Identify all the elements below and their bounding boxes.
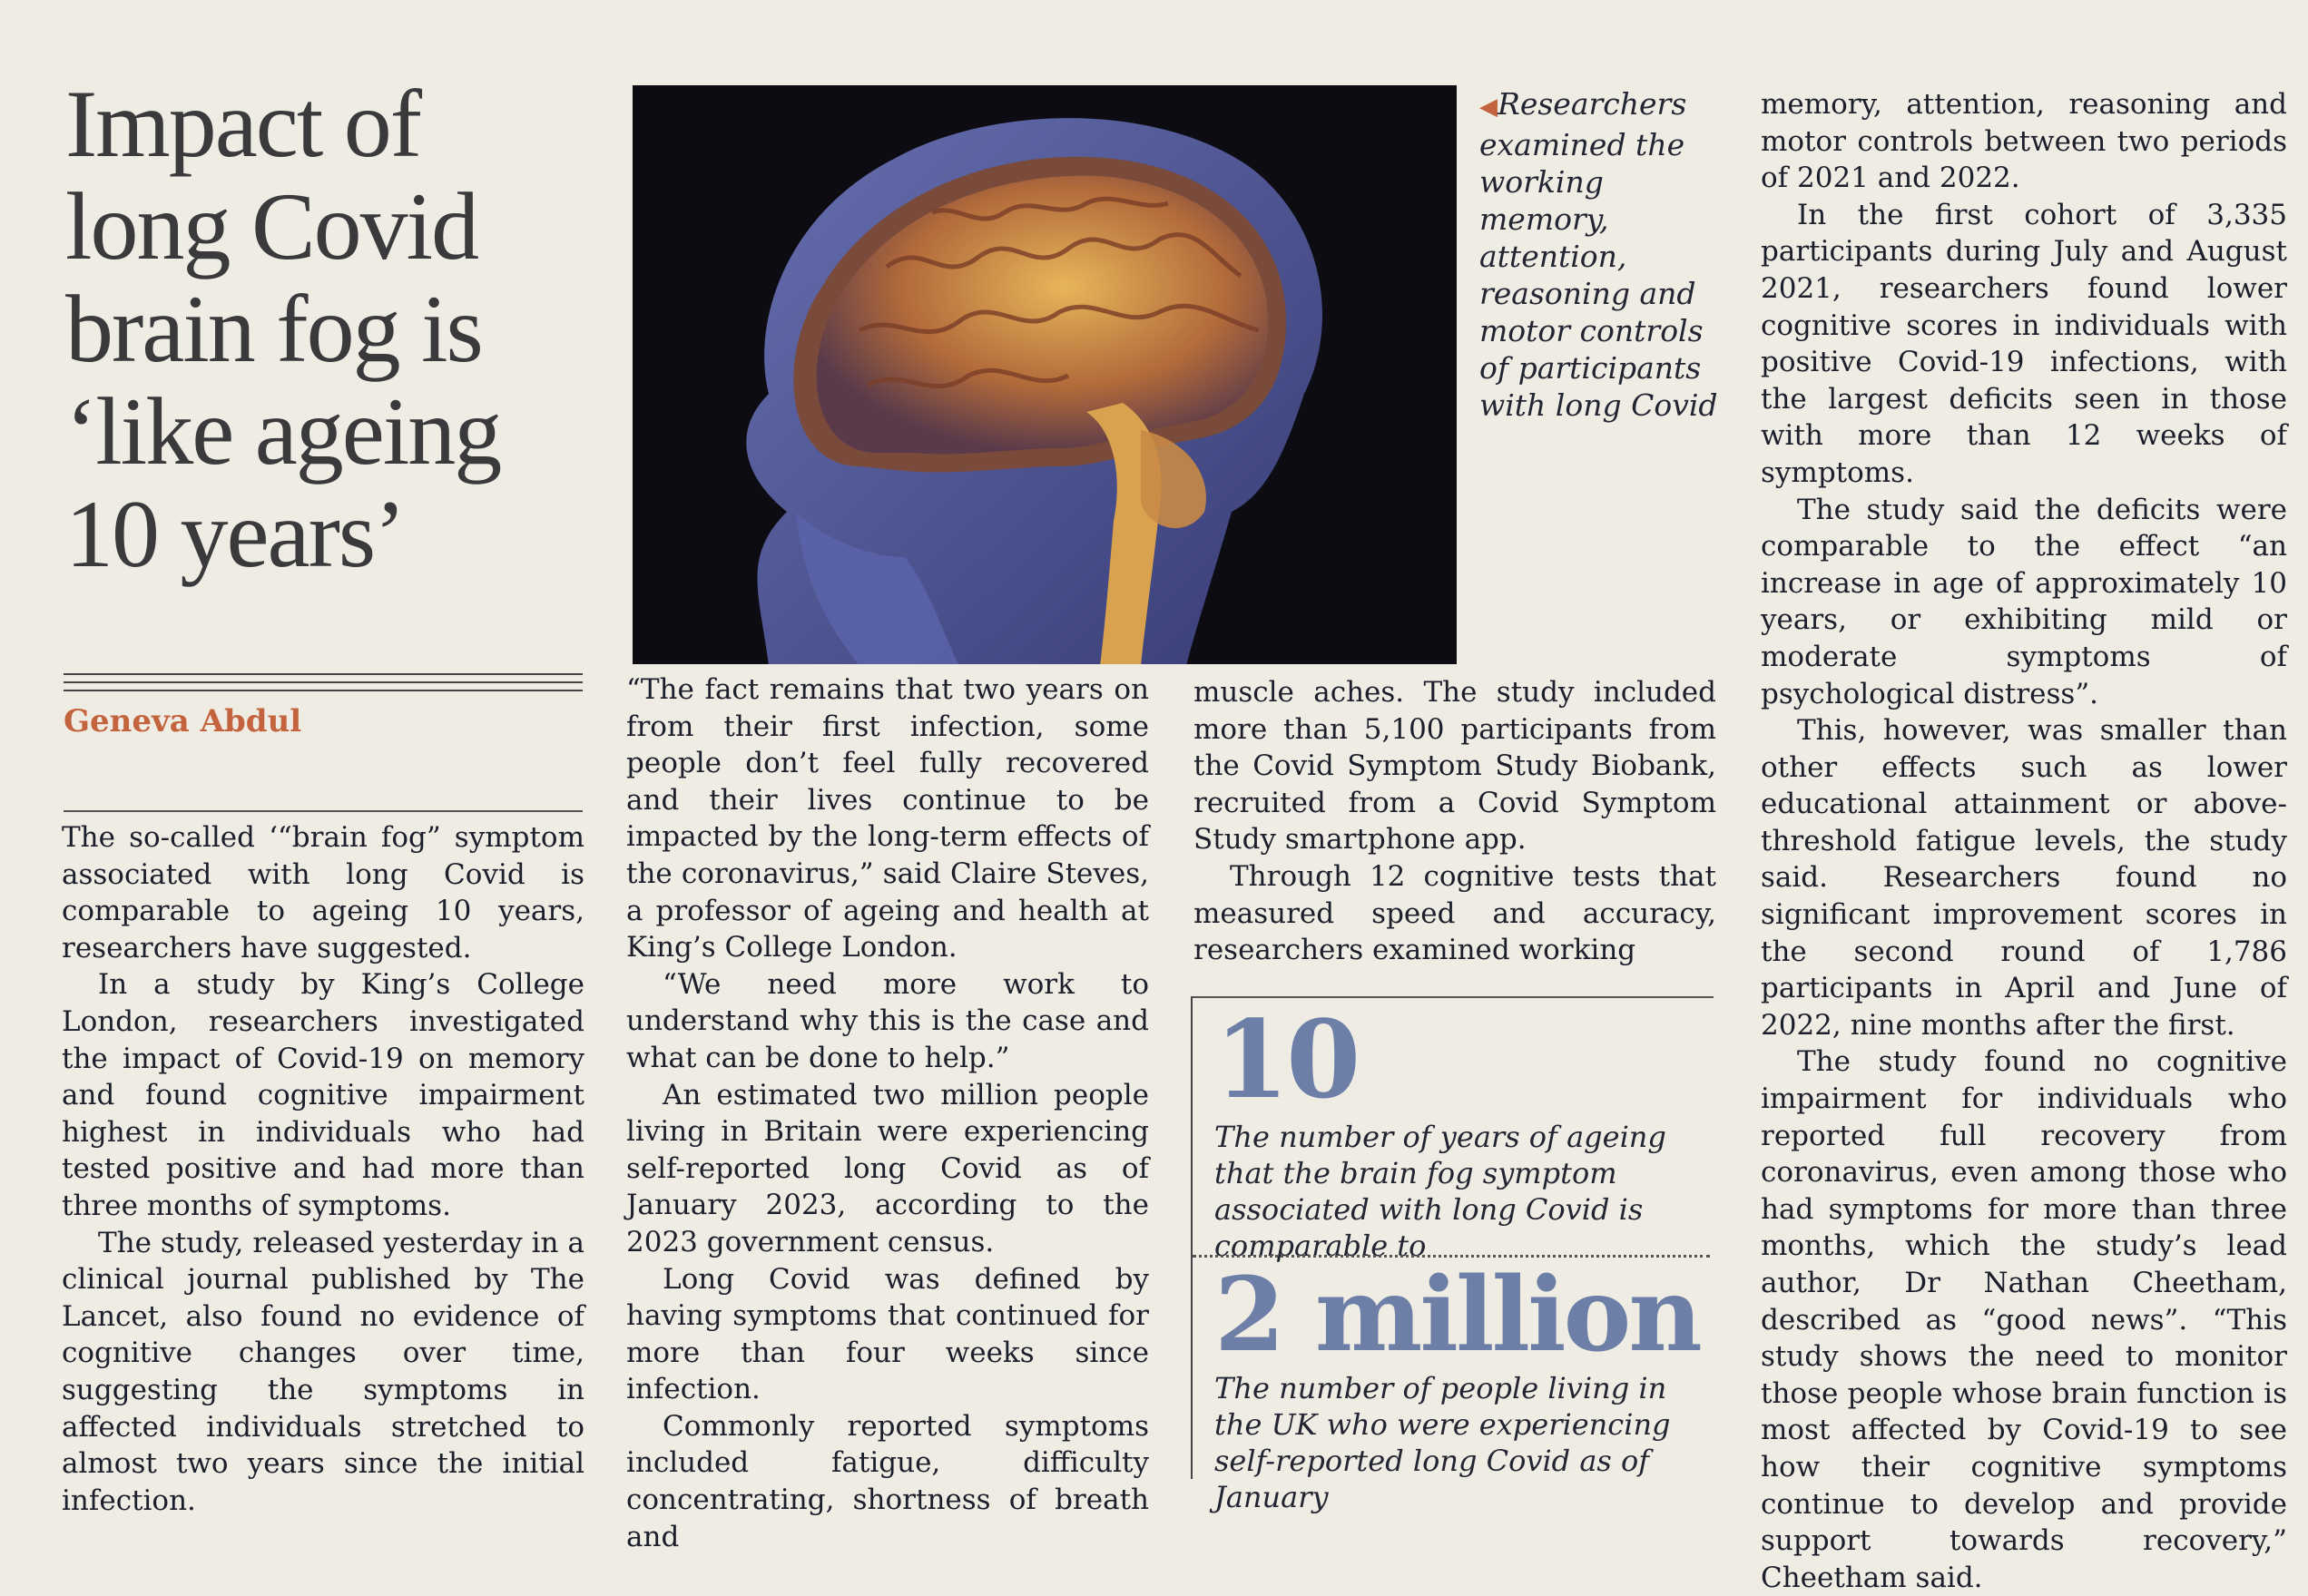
rule-line — [64, 690, 583, 698]
rule-line — [64, 673, 583, 681]
paragraph: memory, attention, reasoning and motor controls between two periods of 2021 and 2022. — [1761, 88, 2287, 195]
paragraph: This, however, was smaller than other effects such as lower educational attainment or above-threshold fatigue levels, the study said. Researchers found no significant improvement scores in the second round of 1,786 participants in April and June of 2022, nine months after the first. — [1761, 714, 2287, 1042]
headline — [65, 73, 610, 585]
headline-line: brain fog is — [65, 276, 482, 382]
caption-marker-icon: ◀ — [1479, 93, 1498, 121]
paragraph: In the first cohort of 3,335 participants during July and August 2021, researchers found lower cognitive scores in individuals with positive Covid-19 infections, with the largest deficits seen in those with more than 12 weeks of symptoms. — [1761, 198, 2287, 489]
caption-text: Researchers examined the working memory, attention, reasoning and motor controls of participants with long Covid — [1479, 86, 1718, 423]
paragraph: “The fact remains that two years on from their first infection, some people don’t feel fully recovered and their lives continue to be impacted by the long-term effects of the coronavirus,” said Claire Steves, a professor of ageing and health at King’s College London. — [626, 673, 1149, 964]
paragraph: Through 12 cognitive tests that measured speed and accuracy, researchers examined working — [1193, 859, 1716, 967]
paragraph: “We need more work to understand why this is the case and what can be done to help.” — [626, 967, 1149, 1074]
article-column-1 — [62, 819, 584, 1519]
article-column-4 — [1761, 86, 2287, 1596]
byline: Geneva Abdul — [64, 703, 302, 739]
byline-rule — [64, 810, 583, 812]
headline-line: 10 years’ — [65, 481, 405, 587]
headline-line: Impact of — [65, 71, 421, 177]
paragraph: The study, released yesterday in a clinical journal published by The Lancet, also found no evidence of cognitive changes over time, suggesting the symptoms in affected individuals stretched to almost two years since the initial infection. — [62, 1226, 584, 1517]
fact-number: 10 — [1214, 996, 1359, 1122]
paragraph: Long Covid was defined by having symptoms that continued for more than four weeks since infection. — [626, 1262, 1149, 1406]
fact-description: The number of years of ageing that the brain fog symptom associated with long Covid is comparable to — [1214, 1120, 1666, 1263]
fact-box — [1191, 996, 1714, 1514]
headline-line: ‘like ageing — [65, 378, 501, 485]
paragraph: An estimated two million people living in Britain were experiencing self-reported long Covid as of January 2023, according to the 2023 government census. — [626, 1078, 1149, 1258]
paragraph: muscle aches. The study included more than 5,100 participants from the Covid Symptom Study Biobank, recruited from a Covid Symptom Study smartphone app. — [1193, 676, 1716, 857]
headline-line: long Covid — [65, 173, 478, 279]
fact-description: The number of people living in the UK who were experiencing self-reported long Covid as of January — [1214, 1371, 1671, 1514]
paragraph: Commonly reported symptoms included fatigue, difficulty concentrating, shortness of breath and — [626, 1409, 1149, 1553]
rule-line — [64, 681, 583, 690]
brain-scan-photo — [633, 85, 1457, 664]
article-column-3 — [1193, 674, 1716, 969]
headline-rules — [64, 673, 583, 698]
paragraph: The study found no cognitive impairment for individuals who reported full recovery from coronavirus, even among those who had symptoms for more than three months, which the study’s lead author, Dr Nathan Cheetham, described as “good news”. “This study shows the need to monitor those people whose brain function is most affected by Covid-19 to see how their cognitive symptoms continue to develop and provide support towards recovery,” Cheetham said. — [1761, 1045, 2287, 1594]
photo-caption — [1479, 85, 1733, 424]
paragraph: In a study by King’s College London, researchers investigated the impact of Covid-19 on memory and found cognitive impairment highest in individuals who had tested positive and had more than three months of symptoms. — [62, 968, 584, 1222]
fact-number: 2 million — [1214, 1256, 1700, 1375]
article-column-2 — [626, 671, 1149, 1555]
paragraph: The so-called ‘“brain fog” symptom associated with long Covid is comparable to ageing 10 years, researchers have suggested. — [62, 821, 584, 964]
paragraph: The study said the deficits were comparable to the effect “an increase in age of approximately 10 years, or exhibiting mild or moderate symptoms of psychological distress”. — [1761, 493, 2287, 710]
brain-mri-image — [633, 85, 1457, 664]
